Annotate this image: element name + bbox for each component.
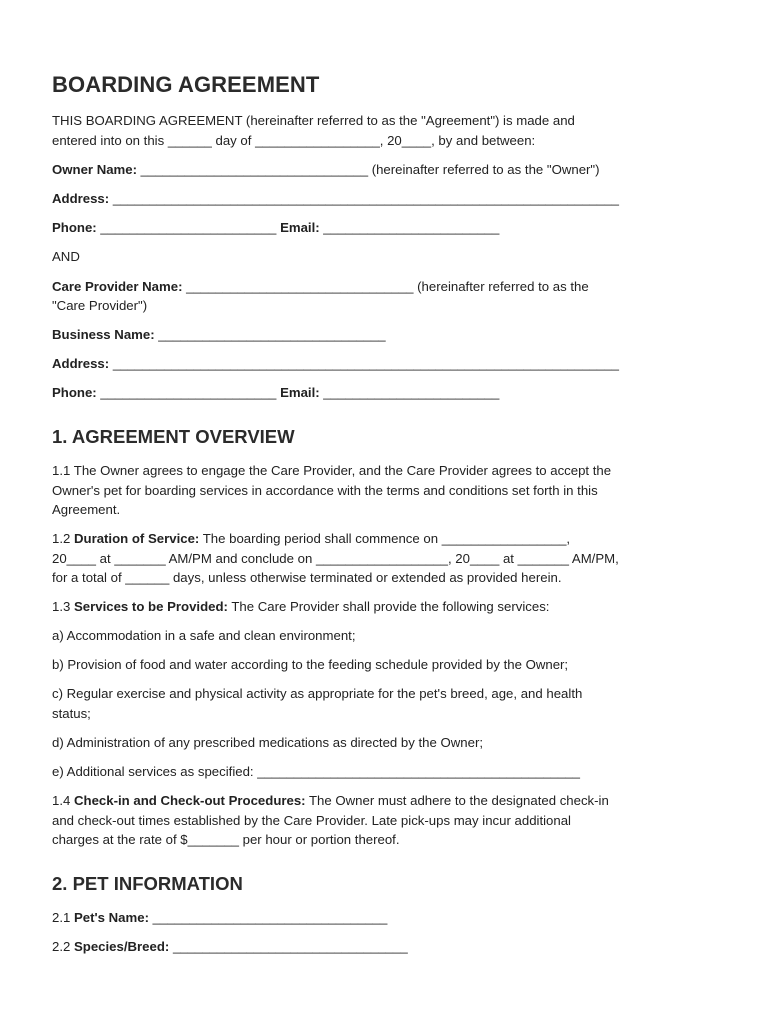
clause-1-2-number: 1.2 — [52, 531, 74, 546]
business-name-blank: _______________________________ — [154, 327, 386, 342]
clause-1-4-line-1 — [52, 791, 712, 811]
section-2-heading: 2. PET INFORMATION — [52, 873, 243, 894]
provider-name-field — [52, 277, 712, 297]
owner-name-label: Owner Name: — [52, 162, 138, 177]
clause-1-2-text: The boarding period shall commence on _________________, — [199, 531, 571, 546]
clause-1-1-line-2: Owner's pet for boarding services in accordance with the terms and conditions set forth in this — [52, 483, 598, 498]
provider-contact-field — [52, 383, 712, 403]
owner-name-blank: _______________________________ (hereinafter referred to as the "Owner") — [137, 162, 600, 177]
service-item-a: a) Accommodation in a safe and clean environment; — [52, 628, 356, 643]
species-breed-blank: ________________________________ — [169, 939, 408, 954]
clause-1-4-number: 1.4 — [52, 793, 74, 808]
provider-email-label: Email: — [280, 385, 320, 400]
pet-name-blank: ________________________________ — [148, 910, 388, 925]
provider-address-label: Address: — [52, 356, 110, 371]
owner-address-field — [52, 189, 712, 209]
clause-2-2-number: 2.2 — [52, 939, 74, 954]
owner-email-label: Email: — [280, 220, 320, 235]
owner-phone-blank: ________________________ — [96, 220, 281, 235]
clause-1-1-line-1: 1.1 The Owner agrees to engage the Care Provider, and the Care Provider agrees to accept the — [52, 463, 612, 478]
clause-1-3 — [52, 597, 712, 617]
clause-1-4-line-3: charges at the rate of $_______ per hour or portion thereof. — [52, 832, 400, 847]
provider-name-blank: _______________________________ (hereinafter referred to as the — [182, 279, 589, 294]
provider-email-blank: ________________________ — [319, 385, 500, 400]
provider-address-field — [52, 354, 712, 374]
clause-1-4-text: The Owner must adhere to the designated check-in — [305, 793, 609, 808]
clause-1-1-line-3: Agreement. — [52, 502, 121, 517]
business-name-field — [52, 325, 712, 345]
owner-email-blank: ________________________ — [319, 220, 500, 235]
clause-1-4-line-2: and check-out times established by the Care Provider. Late pick-ups may incur additional — [52, 813, 571, 828]
provider-address-blank: _____________________________________________________________________ — [109, 356, 619, 371]
service-item-c-line-1: c) Regular exercise and physical activity as appropriate for the pet's breed, age, and health — [52, 686, 583, 701]
section-1-heading: 1. AGREEMENT OVERVIEW — [52, 426, 295, 447]
owner-address-label: Address: — [52, 191, 110, 206]
owner-address-blank: _____________________________________________________________________ — [109, 191, 619, 206]
species-breed-label: Species/Breed: — [74, 939, 170, 954]
provider-phone-label: Phone: — [52, 385, 97, 400]
intro-line-1: THIS BOARDING AGREEMENT (hereinafter referred to as the "Agreement") is made and — [52, 113, 575, 128]
clause-1-2-label: Duration of Service: — [74, 531, 200, 546]
clause-1-3-text: The Care Provider shall provide the following services: — [227, 599, 550, 614]
service-item-b: b) Provision of food and water according to the feeding schedule provided by the Owner; — [52, 657, 569, 672]
owner-phone-label: Phone: — [52, 220, 97, 235]
clause-1-3-number: 1.3 — [52, 599, 74, 614]
owner-contact-field — [52, 218, 712, 238]
clause-1-3-label: Services to be Provided: — [74, 599, 228, 614]
service-item-d: d) Administration of any prescribed medications as directed by the Owner; — [52, 735, 484, 750]
clause-1-2-line-2: 20____ at _______ AM/PM and conclude on __________________, 20____ at _______ AM/PM, — [52, 551, 619, 566]
clause-2-1 — [52, 908, 712, 928]
clause-2-1-number: 2.1 — [52, 910, 74, 925]
and-separator: AND — [52, 249, 80, 264]
service-item-c-line-2: status; — [52, 706, 91, 721]
document-title: BOARDING AGREEMENT — [52, 72, 320, 97]
clause-1-2-line-3: for a total of ______ days, unless otherwise terminated or extended as provided herein. — [52, 570, 562, 585]
provider-phone-blank: ________________________ — [96, 385, 281, 400]
clause-1-4-label: Check-in and Check-out Procedures: — [74, 793, 306, 808]
provider-name-label: Care Provider Name: — [52, 279, 183, 294]
business-name-label: Business Name: — [52, 327, 155, 342]
owner-name-field — [52, 160, 712, 180]
service-item-e: e) Additional services as specified: ____________________________________________ — [52, 764, 580, 779]
provider-name-line-2: "Care Provider") — [52, 298, 148, 313]
clause-1-2-line-1 — [52, 529, 712, 549]
intro-line-2: entered into on this ______ day of _________________, 20____, by and between: — [52, 133, 536, 148]
pet-name-label: Pet's Name: — [74, 910, 149, 925]
clause-2-2 — [52, 937, 712, 957]
